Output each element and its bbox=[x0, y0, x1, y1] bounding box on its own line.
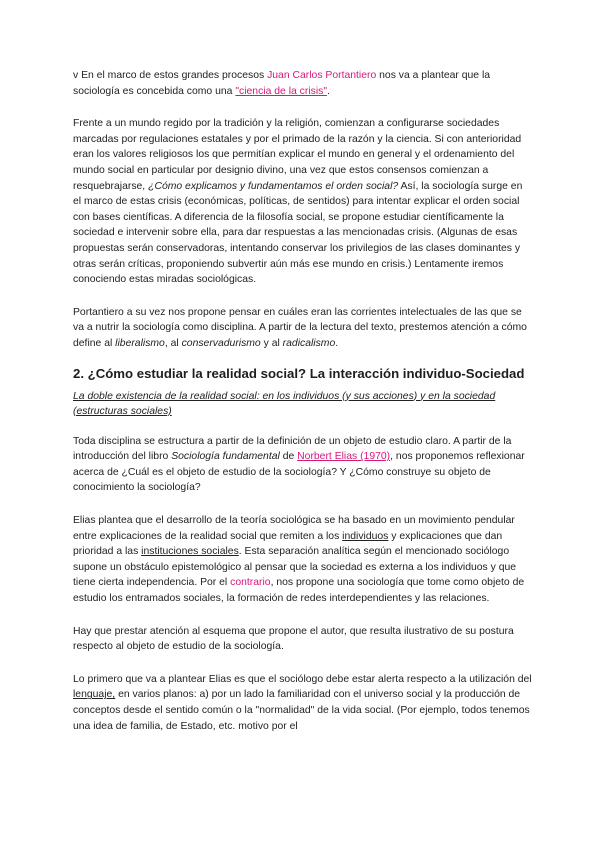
document-page bbox=[73, 68, 533, 751]
intro-paragraph: v En el marco de estos grandes procesos Juan Carlos Portantiero nos va a plantear que la sociología es concebida como una "ciencia de la crisis". bbox=[73, 70, 491, 97]
portantiero-link[interactable]: Juan Carlos Portantiero bbox=[267, 70, 377, 81]
book-title: Sociología fundamental bbox=[171, 451, 280, 463]
language-paragraph: Lo primero que va a plantear Elias es que el sociólogo debe estar alerta respecto a la utilización del lenguaje, en varios planos: a) por un lado la familiaridad con el universo social y la producción de conceptos desde el sentido común o la "normalidad" de la vida social. (Por ejemplo, todos tenemos una idea de familia, de Estado, etc. motivo por el bbox=[73, 673, 532, 732]
bullet-marker: v bbox=[73, 70, 79, 81]
contrario-link[interactable]: contrario bbox=[230, 577, 271, 589]
section-subheading: La doble existencia de la realidad social: en los individuos (y sus acciones) y en la sociedad (estructuras sociales) bbox=[73, 390, 496, 418]
context-paragraph: Frente a un mundo regido por la tradición y la religión, comienzan a configurarse sociedades marcadas por regulaciones estatales y por el primado de la razón y la ciencia. Si con anterioridad eran los valores religiosos los que permitían explicar el mundo en general y el ordenamiento del mundo social en particular por designio divino, una vez que estos consensos comienzan a resquebrajarse, ¿Cómo explicamos y fundamentamos el orden social? Así, la sociología surge en el marco de estas crisis (económicas, políticas, de sentidos) para intentar explicar el orden social con bases científicas. A diferencia de la filosofía social, se propone estudiar científicamente la sociedad e intervenir sobre ella, para dar respuestas a las mencionadas crisis. (Algunas de esas propuestas serán conservadoras, intentando conservar los privilegios de las clases dominantes y otras serán críticas, proponiendo subvertir aún más ese mundo en crisis.) Lentamente iremos conociendo estas miradas sociológicas. bbox=[73, 118, 523, 286]
elias-paragraph: Elias plantea que el desarrollo de la teoría sociológica se ha basado en un movimiento pendular entre explicaciones de la realidad social que remiten a los individuos y explicaciones que dan prioridad a las instituciones sociales. Esta separación analítica según el mencionado sociólogo supone un obstáculo epistemológico al pensar que la sociedad es externa a los individuos y que tiene cierta independencia. Por el contrario, nos propone una sociología que tome como objeto de estudio los entramados sociales, la formación de redes interdependientes y las relaciones. bbox=[73, 515, 525, 605]
norbert-elias-link[interactable]: Norbert Elias (1970) bbox=[297, 451, 391, 463]
schema-paragraph: Hay que prestar atención al esquema que propone el autor, que resulta ilustrativo de su postura respecto al objeto de estudio de la sociología. bbox=[73, 625, 514, 653]
discipline-paragraph: Toda disciplina se estructura a partir de la definición de un objeto de estudio claro. A partir de la introducción del libro Sociología fundamental de Norbert Elias (1970), nos proponemos reflexionar acerca de ¿Cuál es el objeto de estudio de la sociología? Y ¿Cómo construye su objeto de conocimiento la sociología? bbox=[73, 435, 525, 494]
currents-paragraph: Portantiero a su vez nos propone pensar en cuáles eran las corrientes intelectuales de las que se va a nutrir la sociología como disciplina. A partir de la lectura del texto, prestemos atención a cómo define al liberalismo, al conservadurismo y al radicalismo. bbox=[73, 306, 527, 349]
ciencia-crisis-link[interactable]: "ciencia de la crisis" bbox=[235, 85, 328, 97]
section-heading: 2. ¿Cómo estudiar la realidad social? La interacción individuo-Sociedad bbox=[73, 365, 525, 381]
question-text: ¿Cómo explicamos y fundamentamos el orden social? bbox=[148, 180, 399, 192]
